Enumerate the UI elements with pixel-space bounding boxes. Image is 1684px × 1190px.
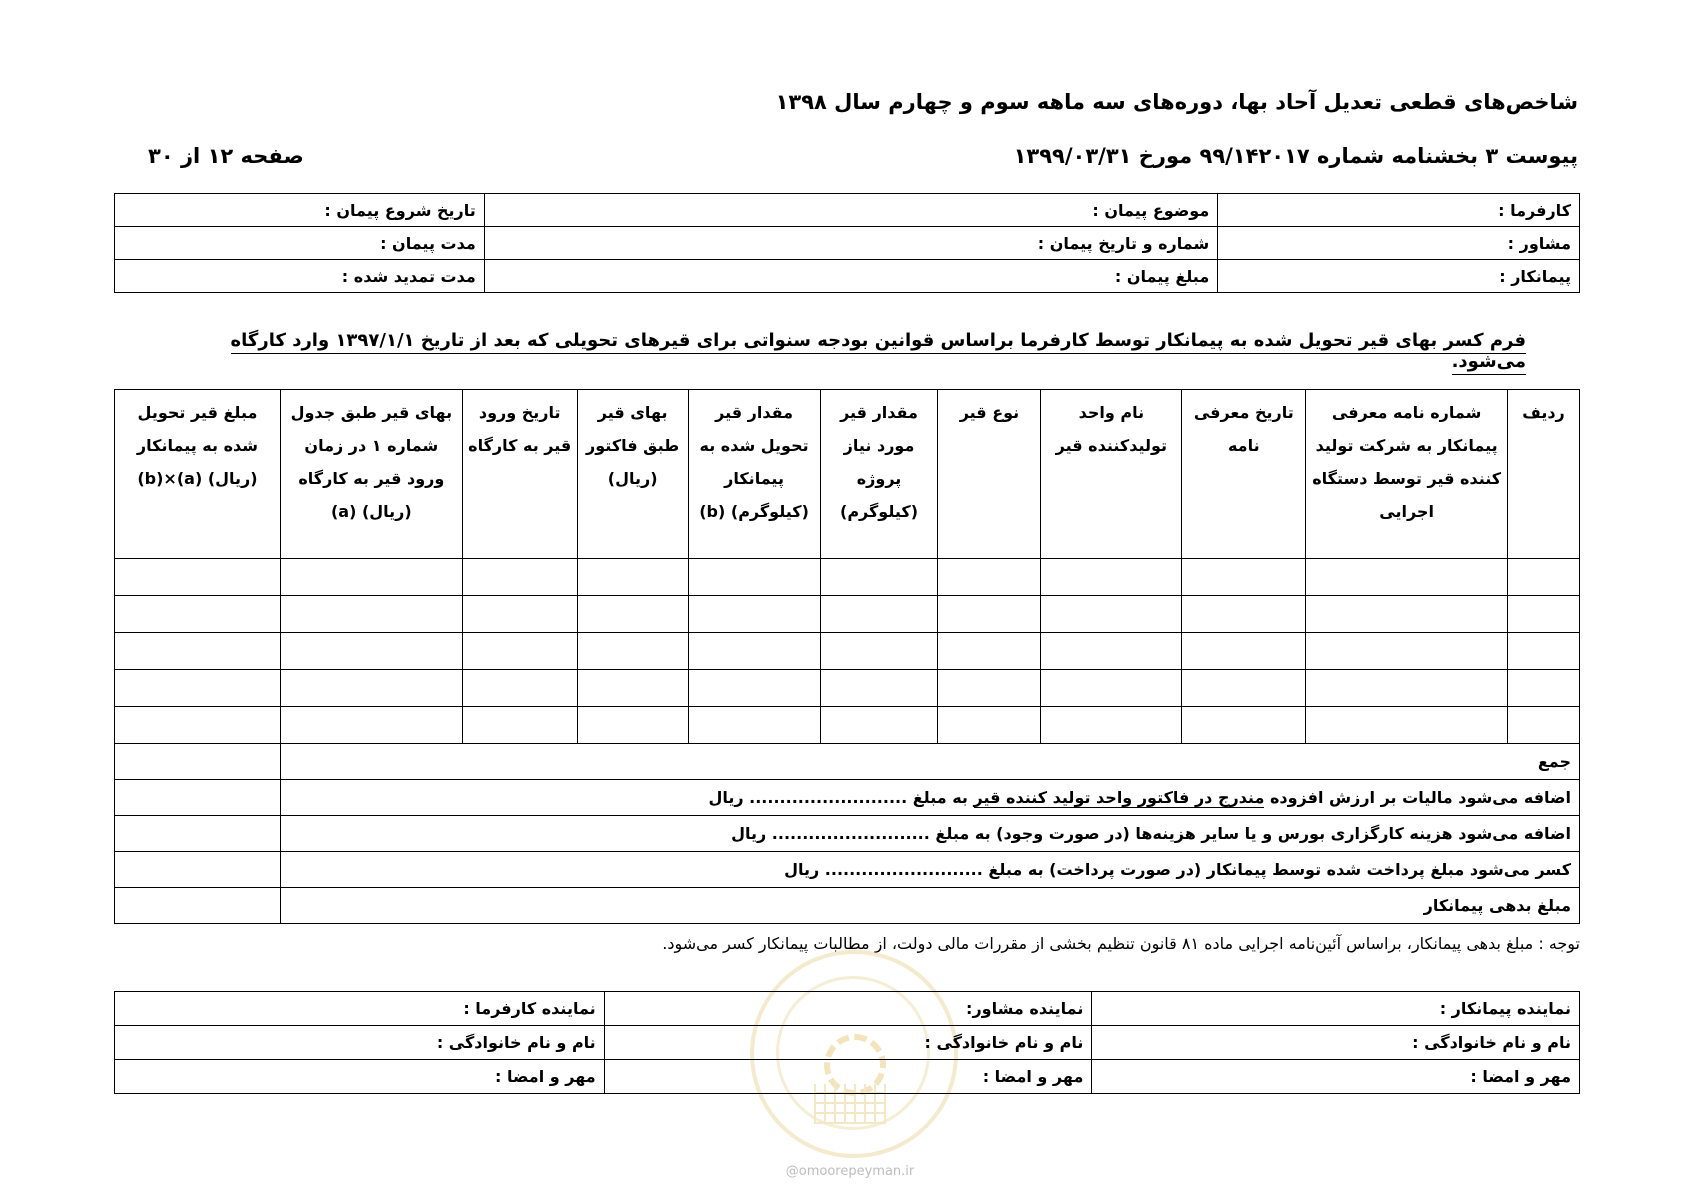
empty-cell[interactable] (462, 633, 577, 670)
form-caption (226, 330, 1526, 372)
info-row (115, 227, 1580, 260)
form-caption-text: فرم کسر بهای قیر تحویل شده به پیمانکار توسط کارفرما براساس قوانین بودجه سنواتی برای قیرهای تحویلی که بعد از تاریخ ۱۳۹۷/۱/۱ وارد کارگاه می‌شود. (231, 330, 1527, 375)
empty-cell[interactable] (462, 596, 577, 633)
empty-cell[interactable] (577, 633, 688, 670)
employer-field: کارفرما : (1218, 194, 1580, 227)
empty-cell[interactable] (938, 633, 1041, 670)
empty-cell[interactable] (1306, 670, 1508, 707)
empty-cell[interactable] (938, 707, 1041, 744)
empty-cell[interactable] (1508, 633, 1580, 670)
empty-cell[interactable] (820, 707, 938, 744)
empty-cell[interactable] (820, 670, 938, 707)
empty-cell[interactable] (1041, 633, 1182, 670)
empty-cell[interactable] (577, 559, 688, 596)
empty-cell[interactable] (1306, 633, 1508, 670)
empty-cell[interactable] (938, 559, 1041, 596)
consultant-full-name: نام و نام خانوادگی : (604, 1026, 1092, 1060)
deduction-row (115, 852, 1580, 888)
contractor-field: پیمانکار : (1218, 260, 1580, 293)
empty-cell[interactable] (1182, 707, 1306, 744)
sum-value-cell[interactable] (115, 744, 281, 780)
empty-cell[interactable] (688, 596, 820, 633)
vat-label (280, 780, 1579, 816)
deduction-value-cell[interactable] (115, 852, 281, 888)
col-header-producer-name: نام واحد تولیدکننده قیر (1041, 390, 1182, 559)
table-row (115, 633, 1580, 670)
contractor-stamp-signature: مهر و امضا : (1092, 1060, 1580, 1094)
deduction-label: کسر می‌شود مبلغ پرداخت شده توسط پیمانکار (در صورت پرداخت) به مبلغ .......................... ریال (280, 852, 1579, 888)
empty-cell[interactable] (1041, 670, 1182, 707)
debt-row (115, 888, 1580, 924)
table-row (115, 559, 1580, 596)
col-header-row-number: ردیف (1508, 390, 1580, 559)
employer-full-name: نام و نام خانوادگی : (115, 1026, 605, 1060)
empty-cell[interactable] (1182, 633, 1306, 670)
vat-prefix: اضافه می‌شود مالیات بر ارزش افزوده (1264, 788, 1571, 807)
col-header-introduction-date: تاریخ معرفی نامه (1182, 390, 1306, 559)
col-header-bitumen-type: نوع قیر (938, 390, 1041, 559)
employer-stamp-signature: مهر و امضا : (115, 1060, 605, 1094)
col-header-delivered-quantity: مقدار قیر تحویل شده به پیمانکار (کیلوگرم) (b) (688, 390, 820, 559)
info-row (115, 194, 1580, 227)
table-row (115, 707, 1580, 744)
empty-cell[interactable] (577, 596, 688, 633)
empty-cell[interactable] (577, 707, 688, 744)
empty-cell[interactable] (577, 670, 688, 707)
empty-cell[interactable] (1306, 559, 1508, 596)
vat-suffix: به مبلغ .......................... ریال (708, 788, 974, 807)
empty-cell[interactable] (1508, 559, 1580, 596)
contract-number-date-field: شماره و تاریخ پیمان : (484, 227, 1217, 260)
contract-amount-field: مبلغ پیمان : (484, 260, 1217, 293)
bitumen-deduction-table (114, 389, 1580, 924)
empty-cell[interactable] (462, 559, 577, 596)
signature-row (115, 1026, 1580, 1060)
signature-row (115, 992, 1580, 1026)
page-title: شاخص‌های قطعی تعدیل آحاد بها، دوره‌های سه ماهه سوم و چهارم سال ۱۳۹۸ (775, 90, 1578, 114)
page-number: صفحه ۱۲ از ۳۰ (148, 144, 304, 168)
extended-duration-field: مدت تمدید شده : (115, 260, 485, 293)
attachment-subtitle: پیوست ۳ بخشنامه شماره ۹۹/۱۴۲۰۱۷ مورخ ۱۳۹۹/۰۳/۳۱ (1013, 144, 1578, 168)
brokerage-row (115, 816, 1580, 852)
empty-cell[interactable] (115, 707, 281, 744)
empty-cell[interactable] (280, 596, 462, 633)
empty-cell[interactable] (280, 633, 462, 670)
empty-cell[interactable] (1306, 707, 1508, 744)
empty-cell[interactable] (820, 559, 938, 596)
vat-value-cell[interactable] (115, 780, 281, 816)
empty-cell[interactable] (1508, 707, 1580, 744)
brokerage-value-cell[interactable] (115, 816, 281, 852)
consultant-field: مشاور : (1218, 227, 1580, 260)
col-header-arrival-date: تاریخ ورود قیر به کارگاه (462, 390, 577, 559)
empty-cell[interactable] (938, 596, 1041, 633)
col-header-invoice-price: بهای قیر طبق فاکتور (ریال) (577, 390, 688, 559)
table-row (115, 596, 1580, 633)
header-row (115, 390, 1580, 559)
empty-cell[interactable] (1041, 596, 1182, 633)
col-header-introduction-letter-number: شماره نامه معرفی پیمانکار به شرکت تولید کننده قیر توسط دستگاه اجرایی (1306, 390, 1508, 559)
empty-cell[interactable] (938, 670, 1041, 707)
vat-row (115, 780, 1580, 816)
empty-cell[interactable] (1306, 596, 1508, 633)
signature-row (115, 1060, 1580, 1094)
contractor-representative: نماینده پیمانکار : (1092, 992, 1580, 1026)
contract-duration-field: مدت پیمان : (115, 227, 485, 260)
watermark-website: @omoorepeyman.ir (785, 1164, 915, 1179)
col-header-required-quantity: مقدار قیر مورد نیاز پروژه (کیلوگرم) (820, 390, 938, 559)
consultant-representative: نماینده مشاور: (604, 992, 1092, 1026)
contract-start-date-field: تاریخ شروع پیمان : (115, 194, 485, 227)
empty-cell[interactable] (462, 707, 577, 744)
sum-label: جمع (280, 744, 1579, 780)
contract-subject-field: موضوع پیمان : (484, 194, 1217, 227)
empty-cell[interactable] (280, 707, 462, 744)
empty-cell[interactable] (115, 633, 281, 670)
footnote: توجه : مبلغ بدهی پیمانکار، براساس آئین‌نامه اجرایی ماده ۸۱ قانون تنظیم بخشی از مقررات مالی دولت، از مطالبات پیمانکار کسر می‌شود. (662, 934, 1580, 953)
empty-cell[interactable] (1041, 559, 1182, 596)
empty-cell[interactable] (1508, 670, 1580, 707)
employer-representative: نماینده کارفرما : (115, 992, 605, 1026)
empty-cell[interactable] (688, 559, 820, 596)
sum-row (115, 744, 1580, 780)
empty-cell[interactable] (462, 670, 577, 707)
empty-cell[interactable] (115, 670, 281, 707)
table-row (115, 670, 1580, 707)
empty-cell[interactable] (115, 596, 281, 633)
consultant-stamp-signature: مهر و امضا : (604, 1060, 1092, 1094)
empty-cell[interactable] (688, 707, 820, 744)
signature-table (114, 991, 1580, 1094)
info-row (115, 260, 1580, 293)
vat-underlined-text: مندرج در فاکتور واحد تولید کننده قیر (973, 788, 1265, 807)
empty-cell[interactable] (280, 559, 462, 596)
empty-cell[interactable] (1182, 559, 1306, 596)
col-header-delivered-amount: مبلغ قیر تحویل شده به پیمانکار (ریال) (a)×(b) (115, 390, 281, 559)
contract-info-table (114, 193, 1580, 293)
debt-value-cell[interactable] (115, 888, 281, 924)
empty-cell[interactable] (1508, 596, 1580, 633)
contractor-full-name: نام و نام خانوادگی : (1092, 1026, 1580, 1060)
empty-cell[interactable] (115, 559, 281, 596)
empty-cell[interactable] (1182, 596, 1306, 633)
empty-cell[interactable] (688, 670, 820, 707)
empty-cell[interactable] (1182, 670, 1306, 707)
debt-label: مبلغ بدهی پیمانکار (280, 888, 1579, 924)
empty-cell[interactable] (820, 596, 938, 633)
col-header-table-price: بهای قیر طبق جدول شماره ۱ در زمان ورود قیر به کارگاه (ریال) (a) (280, 390, 462, 559)
brokerage-label: اضافه می‌شود هزینه کارگزاری بورس و یا سایر هزینه‌ها (در صورت وجود) به مبلغ .......................... ریال (280, 816, 1579, 852)
empty-cell[interactable] (820, 633, 938, 670)
empty-cell[interactable] (280, 670, 462, 707)
empty-cell[interactable] (1041, 707, 1182, 744)
empty-cell[interactable] (688, 633, 820, 670)
